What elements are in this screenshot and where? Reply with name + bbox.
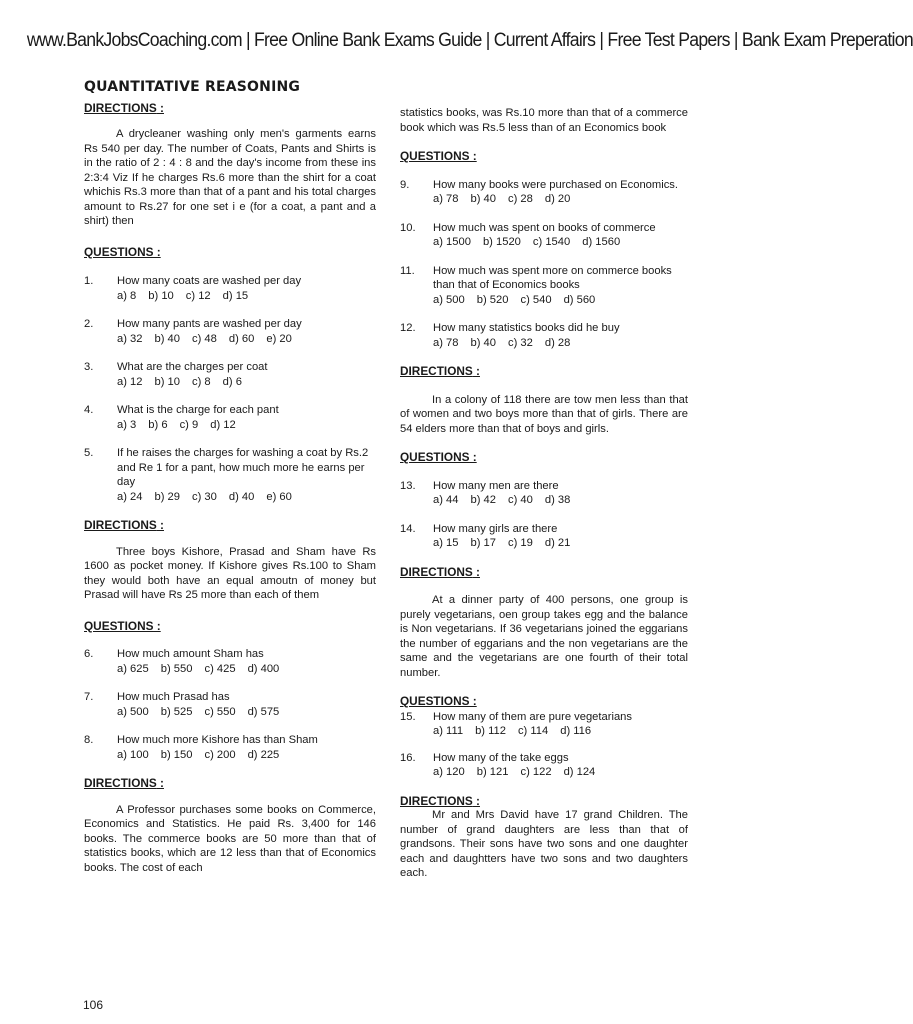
answer-option: a) 24	[117, 490, 143, 503]
question-text: If he raises the charges for washing a coat by Rs.2 and Re 1 for a pant, how much more he earns per day	[117, 447, 369, 488]
answer-options	[117, 490, 376, 505]
answer-option: d) 40	[228, 490, 255, 503]
question-number: 8.	[84, 734, 94, 746]
question-text: How many of them are pure vegetarians	[433, 710, 632, 723]
answer-options	[117, 705, 376, 720]
directions-text: Three boys Kishore, Prasad and Sham have Rs 1600 as pocket money. If Kishore gives Rs.100 to Sham they would both have an equal amoutn of money but Prasad will have Rs 25 more than each of them	[84, 545, 376, 601]
answer-option: b) 121	[476, 766, 509, 778]
questions-heading: QUESTIONS :	[400, 450, 477, 464]
answer-option: d) 575	[247, 705, 280, 718]
question-item	[400, 178, 688, 207]
answer-option: d) 400	[247, 662, 280, 675]
question-number: 9.	[400, 178, 410, 191]
question-item	[400, 710, 688, 739]
answer-option: d) 6	[222, 375, 242, 388]
question-number: 6.	[84, 648, 94, 660]
answer-option: c) 32	[508, 336, 533, 349]
answer-option: c) 540	[520, 293, 552, 306]
question-number: 7.	[84, 691, 94, 703]
question-number: 13.	[400, 479, 416, 492]
question-item	[400, 221, 688, 250]
answer-option: a) 120	[433, 766, 465, 778]
answer-option: a) 500	[117, 705, 149, 718]
section-title: QUANTITATIVE REASONING	[84, 79, 301, 95]
answer-option: c) 30	[192, 490, 217, 503]
question-item	[400, 522, 688, 551]
answer-option: d) 21	[544, 537, 571, 549]
answer-option: e) 60	[266, 490, 292, 503]
question-text: How many pants are washed per day	[117, 318, 302, 330]
questions-heading: QUESTIONS :	[400, 694, 477, 708]
directions-text: A Professor purchases some books on Commerce, Economics and Statistics. He paid Rs. 3,400 for 146 books. The commerce books are 50 more than that of statistics books, which are 12 less than that of Economics books. The cost of each	[84, 803, 376, 874]
question-number: 4.	[84, 404, 94, 416]
answer-option: b) 6	[148, 418, 168, 431]
question-number: 11.	[400, 264, 415, 277]
questions-heading: QUESTIONS :	[84, 618, 161, 633]
directions-heading: DIRECTIONS :	[400, 364, 480, 378]
directions-heading: DIRECTIONS :	[84, 776, 164, 790]
answer-option: a) 15	[433, 537, 459, 549]
answer-options	[433, 765, 688, 780]
answer-option: d) 28	[544, 336, 571, 349]
left-column	[84, 80, 376, 875]
answer-option: c) 12	[185, 289, 211, 302]
question-text: How many girls are there	[433, 522, 558, 535]
question-text: What are the charges per coat	[117, 361, 268, 373]
answer-option: c) 425	[204, 662, 236, 675]
answer-option: d) 124	[563, 766, 596, 778]
answer-option: a) 12	[117, 375, 143, 388]
question-item	[84, 360, 376, 389]
answer-option: c) 19	[508, 537, 533, 549]
answer-option: b) 550	[160, 662, 193, 675]
answer-options	[433, 493, 688, 508]
answer-option: a) 500	[433, 293, 465, 306]
answer-option: a) 3	[117, 418, 137, 431]
question-number: 5.	[84, 447, 94, 459]
answer-option: d) 15	[222, 289, 249, 302]
answer-option: d) 1560	[582, 236, 621, 248]
question-number: 12.	[400, 322, 416, 334]
answer-option: d) 60	[228, 332, 255, 345]
directions-text: At a dinner party of 400 persons, one group is purely vegetarians, oen group takes egg and the balance is Non vegetarians. If 36 vegetarians joined the eggarians the number of eggarians and the non vegetarians are the same and the vegetarians are one fourth of their total number.	[400, 594, 688, 679]
answer-option: b) 40	[470, 336, 496, 349]
answer-option: d) 12	[210, 418, 236, 431]
question-text: How much Prasad has	[117, 691, 230, 703]
question-number: 2.	[84, 318, 94, 330]
answer-option: a) 100	[117, 748, 149, 761]
answer-options	[117, 662, 376, 677]
answer-option: d) 225	[247, 748, 280, 761]
answer-option: b) 29	[154, 490, 180, 503]
answer-option: a) 78	[433, 336, 459, 349]
answer-options	[117, 748, 376, 763]
answer-option: c) 114	[517, 725, 549, 737]
page-number: 106	[83, 998, 104, 1012]
answer-option: c) 48	[192, 332, 217, 345]
directions-heading: DIRECTIONS :	[84, 100, 164, 115]
question-text: How much was spent more on commerce books than that of Economics books	[433, 264, 672, 291]
answer-option: b) 40	[154, 332, 180, 345]
directions-text: Mr and Mrs David have 17 grand Children. The number of grand daughters are less than that of grandsons. Their sons have two sons and one daughter each and daughtters have two sons and two daughters each.	[400, 809, 688, 879]
question-item	[400, 479, 688, 508]
questions-heading: QUESTIONS :	[400, 149, 477, 163]
site-banner: www.BankJobsCoaching.com | Free Online Bank Exams Guide | Current Affairs | Free Test Papers | Bank Exam Preperation	[26, 30, 913, 51]
question-item	[400, 751, 688, 780]
answer-options	[117, 289, 376, 304]
question-number: 14.	[400, 522, 416, 535]
answer-option: c) 200	[204, 748, 236, 761]
answer-option: b) 42	[470, 494, 496, 506]
answer-option: a) 8	[117, 289, 137, 302]
question-text: How many books were purchased on Economics.	[433, 178, 678, 191]
question-item	[84, 446, 376, 504]
answer-options	[433, 235, 688, 250]
question-text: How much amount Sham has	[117, 648, 264, 660]
answer-option: a) 625	[117, 662, 149, 675]
question-text: How many of the take eggs	[433, 751, 569, 764]
question-text: What is the charge for each pant	[117, 404, 279, 416]
directions-text: In a colony of 118 there are tow men less than that of women and two boys more than that of girls. There are 54 elders more than that of boys and girls.	[400, 393, 688, 435]
answer-option: a) 78	[433, 193, 459, 205]
answer-option: b) 525	[160, 705, 193, 718]
question-item	[84, 274, 376, 303]
question-number: 10.	[400, 221, 416, 234]
answer-option: b) 520	[476, 293, 509, 306]
answer-option: b) 150	[160, 748, 193, 761]
answer-option: b) 10	[148, 289, 174, 302]
answer-option: a) 1500	[433, 236, 471, 248]
answer-option: a) 111	[433, 725, 464, 737]
answer-options	[433, 336, 688, 351]
directions-heading: DIRECTIONS :	[400, 564, 480, 579]
right-column	[400, 106, 688, 881]
question-text: How many men are there	[433, 479, 559, 492]
question-number: 1.	[84, 275, 94, 287]
answer-option: e) 20	[266, 332, 292, 345]
question-item	[84, 733, 376, 762]
directions-text: A drycleaner washing only men's garments earns Rs 540 per day. The number of Coats, Pants and Shirts is in the ratio of 2 : 4 : 8 and the day's income from these ins 2:3:4 Viz If he charges Rs.6 more than the shirt for a coat whichis Rs.3 more than that of a pant and his total charges amount to Rs.27 for one set i e (for a coat, a pant and a shirt) then	[84, 128, 376, 227]
answer-option: b) 40	[470, 193, 496, 205]
answer-option: c) 9	[179, 418, 199, 431]
question-item	[84, 317, 376, 346]
answer-option: c) 122	[520, 766, 552, 778]
question-item	[84, 403, 376, 432]
question-item	[84, 690, 376, 719]
question-number: 15.	[400, 710, 416, 723]
question-number: 16.	[400, 751, 416, 764]
answer-option: d) 38	[544, 494, 571, 506]
answer-options	[117, 332, 376, 347]
directions-heading: DIRECTIONS :	[400, 793, 480, 808]
question-item	[400, 321, 688, 350]
question-text: How much was spent on books of commerce	[433, 221, 656, 234]
question-item	[400, 264, 688, 308]
question-number: 3.	[84, 361, 94, 373]
answer-option: c) 40	[508, 494, 533, 506]
answer-option: c) 28	[508, 193, 533, 205]
question-text: How many coats are washed per day	[117, 275, 302, 287]
answer-options	[117, 418, 376, 433]
directions-text-continued: statistics books, was Rs.10 more than that of a commerce book which was Rs.5 less than of an Economics book	[400, 107, 688, 134]
answer-option: a) 32	[117, 332, 143, 345]
answer-option: d) 20	[544, 193, 571, 205]
answer-option: d) 116	[560, 725, 592, 737]
question-text: How much more Kishore has than Sham	[117, 734, 318, 746]
questions-heading: QUESTIONS :	[84, 244, 161, 259]
question-text: How many statistics books did he buy	[433, 322, 620, 334]
answer-options	[433, 536, 688, 551]
answer-options	[433, 192, 688, 207]
answer-option: c) 1540	[532, 236, 571, 248]
answer-option: c) 550	[204, 705, 236, 718]
answer-options	[433, 293, 688, 308]
answer-option: a) 44	[433, 494, 459, 506]
answer-option: b) 1520	[482, 236, 521, 248]
answer-option: b) 17	[470, 537, 496, 549]
answer-option: b) 112	[475, 725, 506, 737]
answer-options	[117, 375, 376, 390]
answer-option: c) 8	[192, 375, 211, 388]
directions-heading: DIRECTIONS :	[84, 518, 164, 532]
answer-options	[433, 724, 688, 739]
answer-option: b) 10	[154, 375, 180, 388]
answer-option: d) 560	[563, 293, 596, 306]
question-item	[84, 647, 376, 676]
